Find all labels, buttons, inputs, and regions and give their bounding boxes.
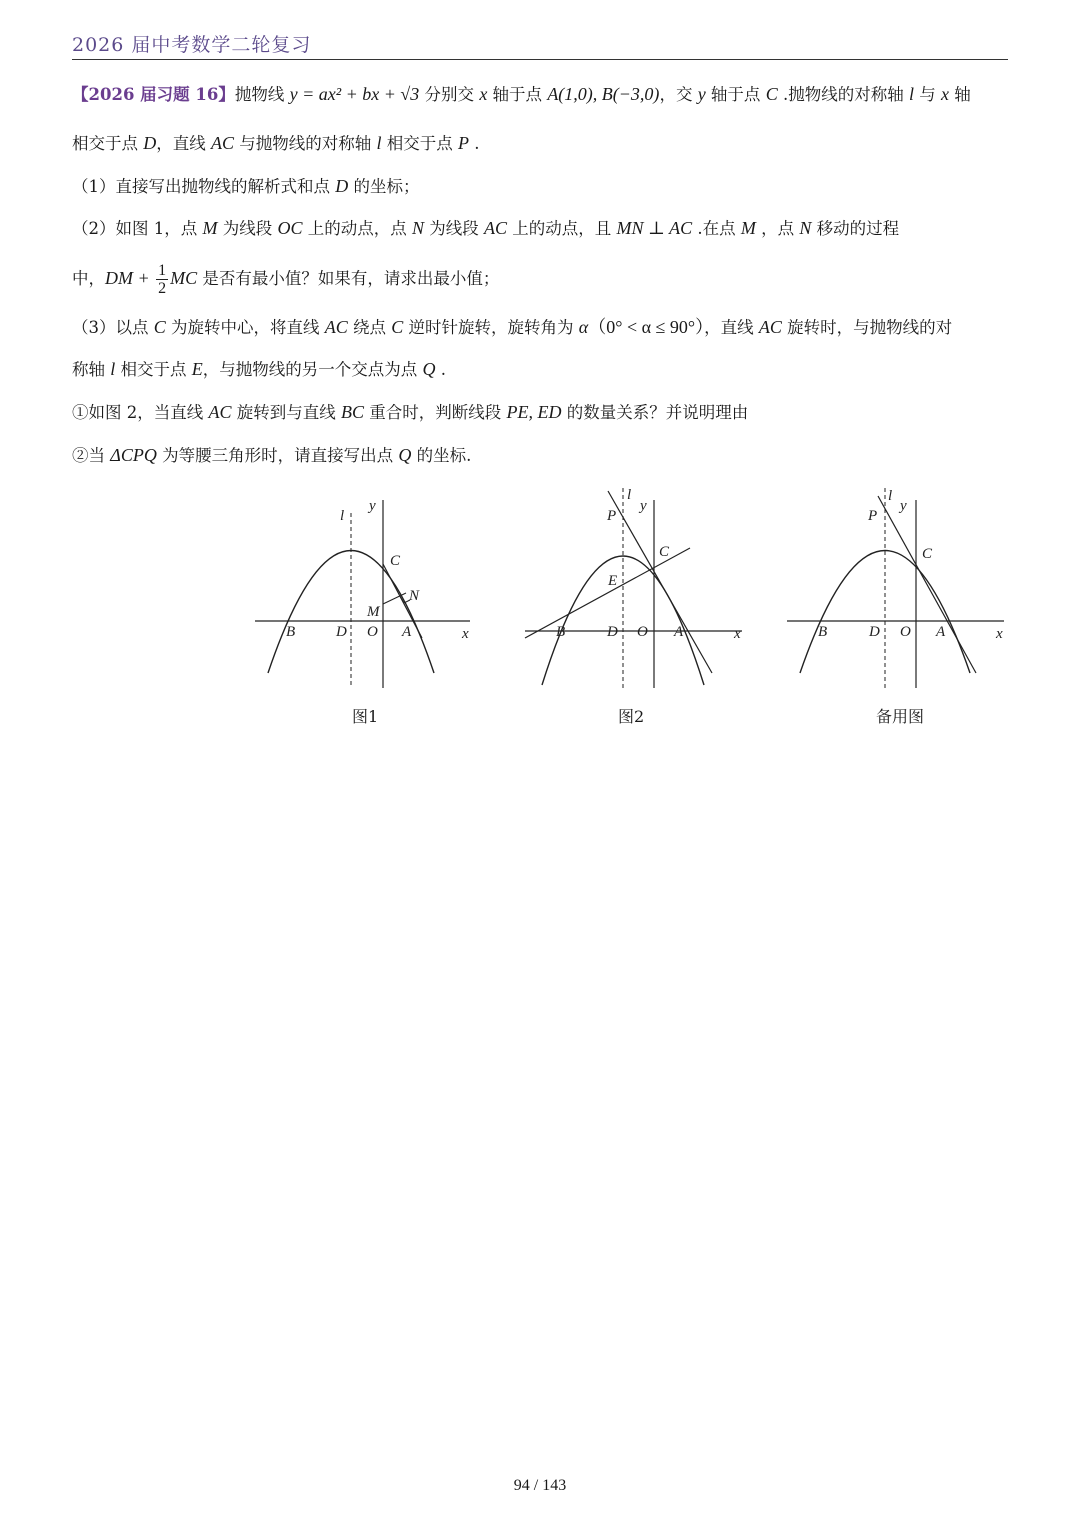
text: 的坐标； bbox=[348, 177, 420, 196]
text: 相交于点 bbox=[381, 134, 459, 153]
numerator: 1 bbox=[158, 262, 167, 279]
var: l bbox=[110, 359, 116, 379]
var: AC bbox=[208, 402, 232, 422]
text: 上的动点，且 bbox=[507, 219, 617, 238]
question-3 bbox=[72, 315, 952, 340]
text: ，直线 bbox=[156, 134, 211, 153]
label-l: l bbox=[340, 508, 345, 524]
label-B: B bbox=[818, 624, 828, 640]
question-1 bbox=[72, 174, 420, 199]
var: Q bbox=[422, 359, 436, 379]
question-2-continued bbox=[72, 262, 499, 297]
question-3-continued bbox=[72, 357, 446, 382]
text: 与 bbox=[913, 85, 941, 104]
text: 的数量关系？并说明理由 bbox=[561, 403, 749, 422]
var: M bbox=[202, 218, 218, 238]
sub-question-2 bbox=[72, 443, 471, 468]
label-O: O bbox=[637, 624, 648, 640]
var: AC bbox=[484, 218, 508, 238]
text: ①如图 2，当直线 bbox=[72, 403, 209, 422]
problem-line-2 bbox=[72, 131, 480, 156]
label-A: A bbox=[402, 624, 412, 640]
equation: y = ax² + bx + √3 bbox=[289, 84, 420, 104]
label-l: l bbox=[627, 488, 632, 503]
figure-backup bbox=[782, 488, 1012, 726]
label-C: C bbox=[922, 546, 933, 562]
text: 抛物线 bbox=[234, 85, 290, 104]
label-B: B bbox=[286, 624, 296, 640]
text: 旋转到与直线 bbox=[231, 403, 342, 422]
label-C: C bbox=[390, 553, 401, 569]
text: 绕点 bbox=[347, 318, 392, 337]
text: ②当 bbox=[72, 446, 111, 465]
perp-expression: MN ⊥ AC bbox=[616, 218, 693, 238]
text: 是否有最小值？如果有，请求出最小值； bbox=[197, 269, 500, 288]
text: ，直线 bbox=[704, 318, 759, 337]
label-A: A bbox=[936, 624, 946, 640]
var: l bbox=[376, 133, 382, 153]
figure-2-caption: 图2 bbox=[618, 707, 645, 726]
label-O: O bbox=[367, 624, 378, 640]
text: 为线段 bbox=[424, 219, 485, 238]
text: . bbox=[469, 134, 480, 153]
var: l bbox=[908, 84, 914, 104]
figure-1 bbox=[250, 488, 480, 726]
var: E bbox=[191, 359, 203, 379]
line-AC bbox=[878, 496, 976, 673]
label-l: l bbox=[888, 488, 893, 504]
label-x: x bbox=[734, 626, 741, 642]
figure-1-caption: 图1 bbox=[352, 707, 379, 726]
text: . bbox=[435, 360, 447, 379]
figure-2 bbox=[520, 488, 750, 726]
figure-2-graph bbox=[520, 488, 750, 698]
var: y bbox=[697, 84, 706, 104]
page-number: 94 / 143 bbox=[513, 1477, 567, 1494]
text: 重合时，判断线段 bbox=[364, 403, 507, 422]
var: N bbox=[799, 218, 812, 238]
header-divider bbox=[72, 59, 1008, 60]
label-P: P bbox=[607, 508, 617, 524]
text: 上的动点，点 bbox=[302, 219, 413, 238]
label-D: D bbox=[869, 624, 880, 640]
text: 移动的过程 bbox=[811, 219, 900, 238]
var: PE, ED bbox=[506, 402, 562, 422]
figure-backup-graph bbox=[782, 488, 1012, 698]
label-x: x bbox=[996, 626, 1003, 642]
text: .抛物线的对称轴 bbox=[777, 85, 909, 104]
var: OC bbox=[277, 218, 303, 238]
label-B: B bbox=[556, 624, 566, 640]
label-x: x bbox=[462, 626, 469, 642]
text: 中， bbox=[72, 269, 105, 288]
label-y: y bbox=[900, 498, 907, 514]
var: AC bbox=[211, 133, 235, 153]
text: ，点 bbox=[755, 219, 800, 238]
label-A: A bbox=[674, 624, 684, 640]
problem-line-1 bbox=[72, 82, 971, 107]
text: 为等腰三角形时，请直接写出点 bbox=[156, 446, 399, 465]
label-O: O bbox=[900, 624, 911, 640]
label-N: N bbox=[409, 588, 420, 604]
text: ，与抛物线的另一个交点为点 bbox=[202, 360, 423, 379]
text: 的坐标. bbox=[411, 446, 472, 465]
text: 为线段 bbox=[217, 219, 278, 238]
text: 旋转时，与抛物线的对 bbox=[781, 318, 953, 337]
var: AC bbox=[324, 317, 348, 337]
text: 相交于点 bbox=[72, 134, 144, 153]
question-2 bbox=[72, 216, 899, 241]
var: M bbox=[740, 218, 756, 238]
var: x bbox=[940, 84, 949, 104]
figure-1-graph bbox=[250, 488, 480, 698]
var: BC bbox=[341, 402, 365, 422]
problem-tag: 【2026 届习题 16】 bbox=[72, 85, 235, 104]
points: A(1,0), B(−3,0) bbox=[547, 84, 660, 104]
var: x bbox=[479, 84, 488, 104]
label-D: D bbox=[607, 624, 618, 640]
text: 称轴 bbox=[72, 360, 111, 379]
var: C bbox=[153, 317, 166, 337]
figures bbox=[250, 488, 1020, 738]
text: （1）直接写出抛物线的解析式和点 bbox=[72, 177, 336, 196]
text: 轴于点 bbox=[487, 85, 548, 104]
expression: DM + bbox=[105, 268, 155, 288]
text: （2）如图 1，点 bbox=[72, 219, 203, 238]
text: 分别交 bbox=[419, 85, 480, 104]
figure-backup-caption: 备用图 bbox=[876, 707, 925, 726]
label-C: C bbox=[659, 544, 670, 560]
text: 轴于点 bbox=[705, 85, 766, 104]
text: 逆时针旋转，旋转角为 bbox=[403, 318, 579, 337]
sub-question-1 bbox=[72, 400, 748, 425]
var: P bbox=[458, 133, 470, 153]
var: α bbox=[578, 317, 589, 337]
line-AC bbox=[608, 491, 712, 673]
text: 相交于点 bbox=[115, 360, 192, 379]
text: 轴 bbox=[948, 85, 971, 104]
text: 与抛物线的对称轴 bbox=[234, 134, 377, 153]
var: Q bbox=[398, 445, 412, 465]
var: C bbox=[765, 84, 778, 104]
var: AC bbox=[758, 317, 782, 337]
label-y: y bbox=[640, 498, 647, 514]
angle-range: （0° < α ≤ 90°） bbox=[588, 317, 705, 337]
var: D bbox=[335, 176, 349, 196]
var: D bbox=[143, 133, 157, 153]
fraction bbox=[156, 262, 168, 297]
text: （3）以点 bbox=[72, 318, 154, 337]
text: .在点 bbox=[692, 219, 741, 238]
var: N bbox=[412, 218, 425, 238]
var: C bbox=[391, 317, 404, 337]
label-y: y bbox=[369, 498, 376, 514]
text: ，交 bbox=[659, 85, 698, 104]
label-E: E bbox=[608, 573, 618, 589]
label-M: M bbox=[367, 604, 380, 620]
text: 为旋转中心，将直线 bbox=[165, 318, 325, 337]
denominator: 2 bbox=[158, 280, 167, 297]
triangle: ΔCPQ bbox=[110, 445, 157, 465]
header-title: 2026 届中考数学二轮复习 bbox=[72, 34, 312, 56]
label-D: D bbox=[336, 624, 347, 640]
label-P: P bbox=[868, 508, 878, 524]
var: MC bbox=[170, 268, 198, 288]
